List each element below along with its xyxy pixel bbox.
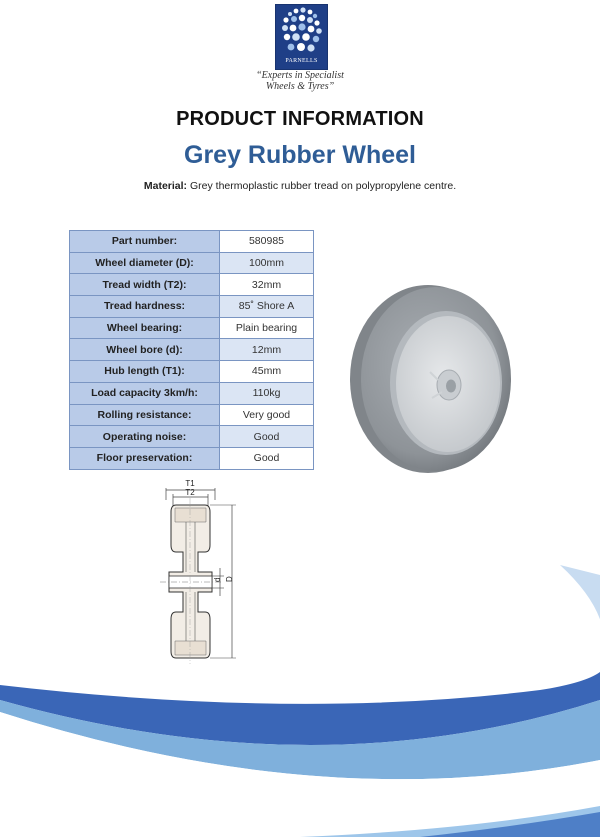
spec-label: Wheel bore (d): bbox=[70, 339, 220, 361]
table-row bbox=[70, 339, 314, 361]
section-heading: PRODUCT INFORMATION bbox=[176, 108, 424, 130]
spec-label: Part number: bbox=[70, 231, 220, 253]
spec-label: Wheel diameter (D): bbox=[70, 252, 220, 274]
spec-value: 110kg bbox=[220, 382, 314, 404]
spec-label: Tread hardness: bbox=[70, 296, 220, 318]
spec-value: Very good bbox=[220, 404, 314, 426]
table-row bbox=[70, 317, 314, 339]
spec-value: 580985 bbox=[220, 231, 314, 253]
spec-label: Hub length (T1): bbox=[70, 361, 220, 383]
material-text: Grey thermoplastic rubber tread on polypropylene centre. bbox=[187, 180, 457, 192]
brand-tagline bbox=[220, 70, 380, 92]
spec-table bbox=[69, 230, 314, 470]
t2-label: T2 bbox=[185, 488, 195, 497]
logo-dots-icon bbox=[276, 5, 327, 57]
spec-label: Rolling resistance: bbox=[70, 404, 220, 426]
product-title: Grey Rubber Wheel bbox=[184, 141, 416, 169]
table-row bbox=[70, 231, 314, 253]
table-row bbox=[70, 252, 314, 274]
diameter-label: D bbox=[225, 576, 234, 582]
tagline-line-2: Wheels & Tyres” bbox=[265, 81, 335, 92]
table-row bbox=[70, 274, 314, 296]
spec-label: Load capacity 3km/h: bbox=[70, 382, 220, 404]
spec-label: Wheel bearing: bbox=[70, 317, 220, 339]
table-row bbox=[70, 447, 314, 469]
brand-logo bbox=[275, 4, 328, 70]
spec-value: 32mm bbox=[220, 274, 314, 296]
spec-value: 100mm bbox=[220, 252, 314, 274]
material-line bbox=[0, 180, 600, 192]
tagline-line-1: “Experts in Specialist bbox=[256, 70, 344, 81]
spec-value: Good bbox=[220, 447, 314, 469]
table-row bbox=[70, 426, 314, 448]
table-row bbox=[70, 296, 314, 318]
spec-label: Floor preservation: bbox=[70, 447, 220, 469]
table-row bbox=[70, 361, 314, 383]
t1-label: T1 bbox=[185, 479, 195, 488]
spec-value: 85˚ Shore A bbox=[220, 296, 314, 318]
table-row bbox=[70, 404, 314, 426]
bore-label: d bbox=[213, 577, 222, 582]
spec-value: 45mm bbox=[220, 361, 314, 383]
spec-value: Good bbox=[220, 426, 314, 448]
material-label: Material: bbox=[143, 180, 188, 192]
brand-name: PARNELLS bbox=[285, 58, 318, 64]
table-row bbox=[70, 382, 314, 404]
spec-value: Plain bearing bbox=[220, 317, 314, 339]
spec-value: 12mm bbox=[220, 339, 314, 361]
spec-label: Operating noise: bbox=[70, 426, 220, 448]
spec-label: Tread width (T2): bbox=[70, 274, 220, 296]
